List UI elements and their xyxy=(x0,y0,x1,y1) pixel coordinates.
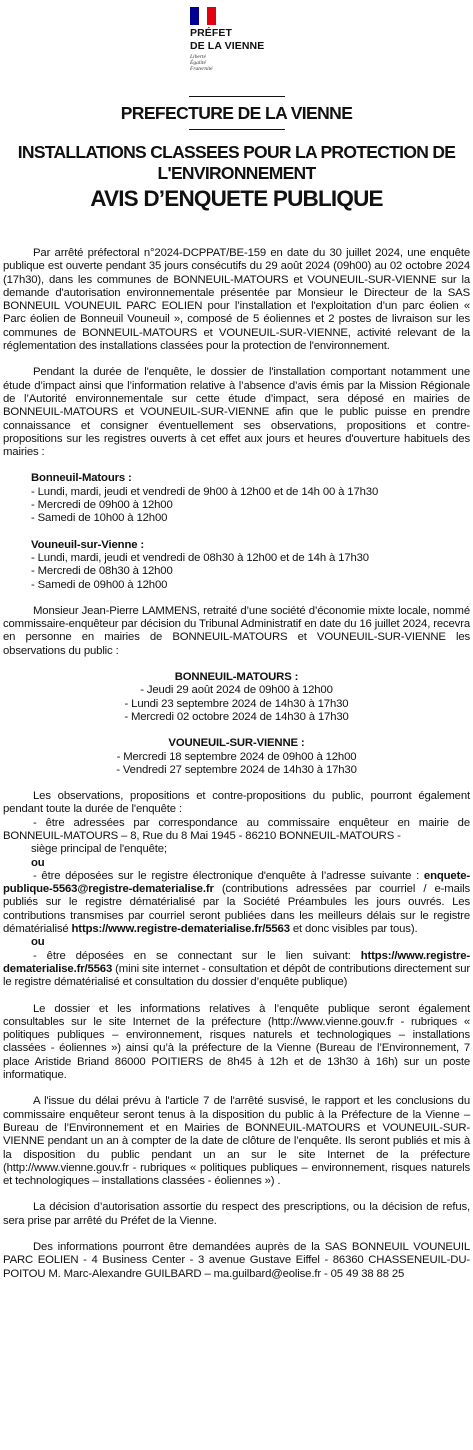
paragraph-rapport: A l'issue du délai prévu à l'article 7 de l'arrêté susvisé, le rapport et les conclusions du commissaire enquêteur seront tenus à la disposition du public à la Préfecture de la Vienne – Bureau de l’Environnement et en Mairies de BONNEUIL-MATOURS et VOUNEUIL-SUR-VIENNE pendant un an à compter de la date de clôture de l’enquête. Ils seront publiés et mis à la disposition du public pendant un an sur le site Internet de la préfecture (http://www.vienne.gouv.fr - rubriques « politiques publiques – environnement, risques naturels et technologiques – installations classées - éoliennes ») . xyxy=(3,1095,470,1188)
motto-liberte: Liberté xyxy=(190,54,206,60)
hours-line: - Samedi de 09h00 à 12h00 xyxy=(31,578,168,591)
paragraph-dossier: Pendant la durée de l'enquête, le dossier de l'installation comportant notamment une étude d’impact ainsi que l’information relative à l’absence d’avis émis par la Mission Régionale de l’Autorité environnementale sur cette étude d’impact, sera déposé en mairies de BONNEUIL-MATOURS et VOUNEUIL-SUR-VIENNE afin que le public puisse en prendre connaissance et consigner éventuellement ses observations, propositions et contre-propositions sur les registres ouverts à cet effet aux jours et heures d'ouverture habituels des mairies : xyxy=(3,366,470,459)
lien-intro: - être déposées en se connectant sur le lien suivant: xyxy=(33,949,361,962)
hours-line: - Mercredi de 08h30 à 12h00 xyxy=(31,565,173,578)
permanence-line: - Lundi 23 septembre 2024 de 14h30 à 17h30 xyxy=(124,697,349,710)
mairie-name: Bonneuil-Matours : xyxy=(31,472,132,485)
prefecture-title: PREFECTURE DE LA VIENNE xyxy=(120,103,353,123)
permanence-line: - Mercredi 02 octobre 2024 de 14h30 à 17h30 xyxy=(124,710,349,723)
or-separator: ou xyxy=(31,936,45,949)
paragraph-contact: Des informations pourront être demandées auprès de la SAS BONNEUIL VOUNEUIL PARC EOLIEN - 4 Business Center - 3 avenue Gustave Eiffel - 86360 CHASSENEUIL-DU-POITOU M. Marc-Alexandre GUILBARD – ma.guilbard@eolise.fr - 05 49 38 88 25 xyxy=(3,1241,470,1280)
mairie-hours-vouneuil xyxy=(31,539,470,592)
paragraph-decision: La décision d’autorisation assortie du respect des prescriptions, ou la décision de refus, sera prise par arrêté du Préfet de la Vienne. xyxy=(3,1201,470,1227)
marianne-flag-icon xyxy=(190,7,216,25)
registre-intro: - être déposées sur le registre électronique d'enquête à l’adresse suivante : xyxy=(33,869,420,882)
permanence-commune: VOUNEUIL-SUR-VIENNE : xyxy=(168,737,305,750)
mode-courrier: - être adressées par correspondance au commissaire enquêteur en mairie de BONNEUIL-MATOURS – 8, Rue du 8 Mai 1945 - 86210 BONNEUIL-MATOURS - xyxy=(3,816,470,842)
mairie-name: Vouneuil-sur-Vienne : xyxy=(31,538,145,551)
paragraph-commissaire: Monsieur Jean-Pierre LAMMENS, retraité d’une société d’économie mixte locale, nommé commissaire-enquêteur par décision du Tribunal Administratif en date du 16 juillet 2024, recevra en personne en mairies de BONNEUIL-MATOURS et VOUNEUIL-SUR-VIENNE les observations du public : xyxy=(3,604,470,657)
mode-lien xyxy=(3,950,470,990)
logo-line-2: DE LA VIENNE xyxy=(190,40,265,52)
hours-line: - Lundi, mardi, jeudi et vendredi de 9h00 à 12h00 et de 14h 00 à 17h30 xyxy=(31,485,379,498)
avis-title: AVIS D’ENQUETE PUBLIQUE xyxy=(90,186,383,211)
permanence-line: - Vendredi 27 septembre 2024 de 14h30 à 17h30 xyxy=(116,763,357,776)
logo-line-1: PRÉFET xyxy=(190,27,233,39)
icpe-title: INSTALLATIONS CLASSEES POUR LA PROTECTION DE L'ENVIRONNEMENT xyxy=(17,142,456,183)
hours-line: - Samedi de 10h00 à 12h00 xyxy=(31,512,168,525)
registre-end: et donc visibles par tous). xyxy=(289,923,418,936)
or-separator: ou xyxy=(31,856,45,869)
submission-modes xyxy=(3,817,470,990)
lien-url-link[interactable]: https://www.registre-dematerialise.fr/5563 xyxy=(3,949,470,975)
hours-line: - Lundi, mardi, jeudi et vendredi de 08h30 à 12h00 et de 14h à 17h30 xyxy=(31,551,369,564)
registre-details: (contributions adressées par courriel / e-mails publiés sur le registre dématérialisé par la Société Préambules les jours ouvrés. Les contributions transmises par courriel seront publiées dans les meilleurs délais sur le registre dématérialisé xyxy=(3,883,470,936)
registre-url-link[interactable]: https://www.registre-dematerialise.fr/5563 xyxy=(71,923,290,936)
flag-red xyxy=(207,7,216,25)
logo-motto xyxy=(190,54,300,72)
permanence-line: - Mercredi 18 septembre 2024 de 09h00 à 12h00 xyxy=(116,750,357,763)
motto-egalite: Égalité xyxy=(190,60,206,66)
header xyxy=(0,96,473,212)
flag-blue xyxy=(190,7,199,25)
prefet-logo xyxy=(190,6,300,72)
top-divider xyxy=(189,96,285,97)
notice-body xyxy=(3,247,470,1281)
bottom-divider xyxy=(189,129,285,130)
permanences-bonneuil xyxy=(3,671,470,724)
lien-end: (mini site internet - consultation et dépôt de contributions directement sur le registre dématérialisé et consultation du dossier d’enquête publique) xyxy=(3,962,470,989)
mode-courrier-siege: siège principal de l'enquête; xyxy=(31,843,167,856)
paragraph-arrete: Par arrêté préfectoral n°2024-DCPPAT/BE-159 en date du 30 juillet 2024, une enquête publique est ouverte pendant 35 jours consécutifs du 29 août 2024 (09h00) au 02 octobre 2024 (17h30), dans les communes de BONNEUIL-MATOURS et VOUNEUIL-SUR-VIENNE sur la demande d'autorisation environnementale présentée par Monsieur le Directeur de la SAS BONNEUIL VOUNEUIL PARC EOLIEN pour l’installation et l'exploitation d’un parc éolien « Parc éolien de Bonneuil Vouneuil », composé de 5 éoliennes et 2 postes de livraison sur les communes de BONNEUIL-MATOURS et VOUNEUIL-SUR-VIENNE, activité relevant de la réglementation des installations classées pour la protection de l'environnement. xyxy=(3,247,470,353)
mode-registre xyxy=(3,870,470,936)
hours-line: - Mercredi de 09h00 à 12h00 xyxy=(31,499,173,512)
permanences-vouneuil xyxy=(3,737,470,777)
permanence-commune: BONNEUIL-MATOURS : xyxy=(174,671,299,684)
mairie-hours-bonneuil xyxy=(31,472,470,525)
paragraph-observations: Les observations, propositions et contre-propositions du public, pourront également pendant toute la durée de l'enquête : xyxy=(3,790,470,816)
paragraph-consultation: Le dossier et les informations relatives à l’enquête publique seront également consultables sur le site Internet de la préfecture (http://www.vienne.gouv.fr - rubriques « politiques publiques – environnement, risques naturels et technologiques – installations classées - éoliennes ») ainsi qu’à la préfecture de la Vienne (Bureau de l’Environnement, 7 place Aristide Briand 86000 POITIERS de 8h45 à 12h et de 13h30 à 16h) sur un poste informatique. xyxy=(3,1002,470,1082)
motto-fraternite: Fraternité xyxy=(190,66,213,72)
registre-email-link[interactable]: enquete-publique-5563@registre-dematerialise.fr xyxy=(3,869,470,896)
permanence-line: - Jeudi 29 août 2024 de 09h00 à 12h00 xyxy=(140,684,333,697)
